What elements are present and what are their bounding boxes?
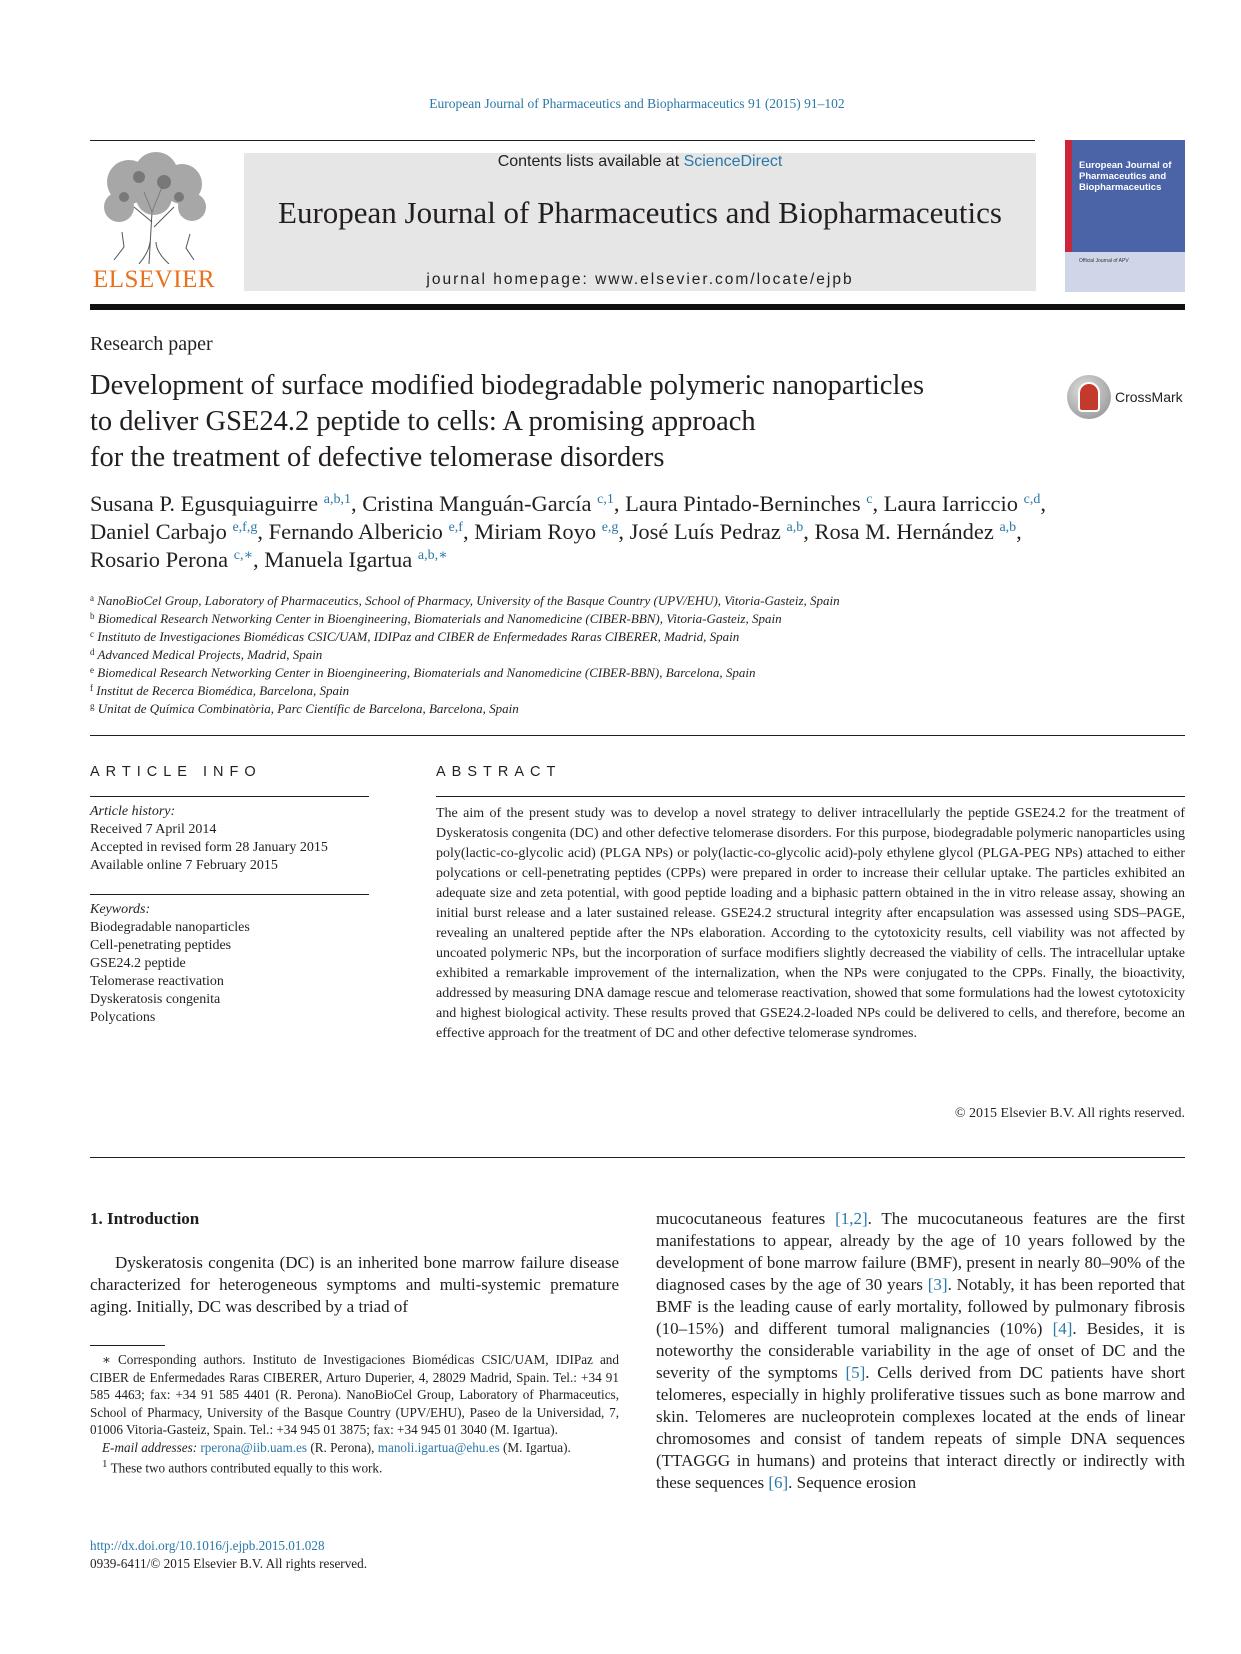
email-footnote: [90, 1439, 619, 1457]
title-line: to deliver GSE24.2 peptide to cells: A promising approach: [90, 406, 756, 437]
author-affil-link[interactable]: a,b,∗: [417, 548, 448, 563]
keyword-list: [90, 901, 250, 1027]
issn-line: 0939-6411/© 2015 Elsevier B.V. All rights reserved.: [90, 1556, 368, 1571]
email-label: E-mail addresses:: [102, 1439, 198, 1455]
keyword: Cell-penetrating peptides: [90, 938, 232, 953]
affiliation: $^d$ Advanced Medical Projects, Madrid, Spain: [90, 647, 323, 662]
author-affil-link[interactable]: a,b: [999, 520, 1017, 535]
doi-link[interactable]: http://dx.doi.org/10.1016/j.ejpb.2015.01.028: [90, 1538, 325, 1553]
abstract-heading: ABSTRACT: [436, 764, 562, 780]
history-label: Article history:: [90, 804, 176, 819]
keyword: Telomerase reactivation: [90, 974, 224, 989]
corresponding-footnote: ∗ Corresponding authors. Instituto de Investigaciones Biomédicas CSIC/UAM, IDIPaz and CIBER de Enfermedades Raras CIBERER, Arturo Duperier, 4, 28029 Madrid, Spain. Tel.: +34 91 585 4463; fax: +34 91 585 4401 (R. Perona). NanoBioCel Group, Laboratory of Pharmaceutics, School of Pharmacy, University of the Basque Country (UPV/EHU), Paseo de la Universidad, 7, 01006 Vitoria-Gasteiz, Spain. Tel.: +34 945 01 3875; fax: +34 945 01 3040 (M. Igartua).: [90, 1352, 619, 1437]
running-head[interactable]: European Journal of Pharmaceutics and Biopharmaceutics 91 (2015) 91–102: [429, 96, 845, 111]
author-affil-link[interactable]: c,1: [597, 492, 614, 507]
author-name: Daniel Carbajo: [90, 519, 227, 544]
article-info-heading: ARTICLE INFO: [90, 764, 262, 780]
body-paragraph: Dyskeratosis congenita (DC) is an inherited bone marrow failure disease characterized for heterogeneous symptoms and multi-systemic premature aging. Initially, DC was described by a triad of: [90, 1253, 619, 1316]
title-line: Development of surface modified biodegradable polymeric nanoparticles: [90, 370, 925, 401]
citation-link[interactable]: [1,2]: [835, 1209, 868, 1228]
history-item: Available online 7 February 2015: [90, 858, 278, 873]
author-list: Susana P. Egusquiaguirre $^{a,b,1}$, Cristina Manguán-García $^{c,1}$, Laura Pintado-Berninches $^c$, Laura Iarriccio $^{c,d}$, Daniel Carbajo $^{e,f,g}$, Fernando Albericio $^{e,f}$, Miriam Royo $^{e,g}$, José Luís Pedraz $^{a,b}$, Rosa M. Hernández $^{a,b}$, Rosario Perona $^{c,∗}$, Manuela Igartua $^{a,b,∗}$: [90, 491, 1046, 572]
article-history: [90, 803, 328, 875]
affiliation: $^f$ Institut de Recerca Biomédica, Barcelona, Spain: [90, 683, 350, 698]
paragraph-text: . Besides, it is noteworthy the considerable variability in the age of onset of DC and the severity of the symptoms: [656, 1319, 1185, 1382]
author-affil-link[interactable]: c,d: [1023, 492, 1041, 507]
affiliation: $^g$ Unitat de Química Combinatòria, Parc Científic de Barcelona, Barcelona, Spain: [90, 701, 519, 716]
keyword: Dyskeratosis congenita: [90, 992, 221, 1007]
footnotes: [90, 1351, 619, 1477]
contents-line: [244, 153, 1036, 171]
author-name: Rosa M. Hernández: [814, 519, 994, 544]
cover-footer-text: Official Journal of APV: [1079, 258, 1129, 264]
email-owner: (M. Igartua).: [499, 1439, 571, 1455]
citation-link[interactable]: [5]: [845, 1363, 866, 1382]
section-heading: 1. Introduction: [90, 1209, 200, 1228]
author-affil-link[interactable]: a,b,1: [323, 492, 351, 507]
history-item: Received 7 April 2014: [90, 822, 217, 837]
affiliation: $^c$ Instituto de Investigaciones Biomédicas CSIC/UAM, IDIPaz and CIBER de Enfermedades Raras CIBERER, Madrid, Spain: [90, 629, 740, 644]
keyword: GSE24.2 peptide: [90, 956, 186, 971]
journal-homepage[interactable]: journal homepage: www.elsevier.com/locate/ejpb: [426, 271, 854, 288]
author-affil-link[interactable]: c,∗: [233, 548, 253, 563]
affiliation: $^b$ Biomedical Research Networking Center in Bioengineering, Biomaterials and Nanomedicine (CIBER-BBN), Vitoria-Gasteiz, Spain: [90, 611, 782, 626]
author-affil-link[interactable]: e,f: [448, 520, 463, 535]
masthead-top-rule: [90, 140, 1035, 141]
title-line: for the treatment of defective telomerase disorders: [90, 442, 665, 473]
tree-icon: [94, 152, 214, 264]
paragraph-text: . Sequence erosion: [788, 1473, 917, 1492]
cover-title: European Journal of Pharmaceutics and Biopharmaceutics: [1079, 160, 1172, 193]
author-affil-link[interactable]: e,f,g: [232, 520, 258, 535]
article-type: Research paper: [90, 333, 213, 355]
footnote-rule: [90, 1345, 165, 1346]
author-affil-link[interactable]: a,b: [786, 520, 804, 535]
article-title: [90, 368, 1050, 476]
contents-prefix: Contents lists available at: [497, 153, 684, 170]
history-item: Accepted in revised form 28 January 2015: [90, 840, 328, 855]
email-owner: (R. Perona),: [307, 1439, 378, 1455]
crossmark-icon: [1067, 375, 1111, 419]
affiliation-list: [90, 592, 1190, 718]
author-name: Susana P. Egusquiaguirre: [90, 491, 319, 516]
footnote-marker: 1: [102, 1458, 108, 1470]
affiliation: $^a$ NanoBioCel Group, Laboratory of Pharmaceutics, School of Pharmacy, University of the Basque Country (UPV/EHU), Vitoria-Gasteiz, Spain: [90, 593, 840, 608]
citation-link[interactable]: [3]: [927, 1275, 948, 1294]
abstract-text: The aim of the present study was to develop a novel strategy to deliver intracellularly the peptide GSE24.2 for the treatment of Dyskeratosis congenita (DC) and other defective telomerase disorders. For this purpose, biodegradable polymeric nanoparticles using poly(lactic-co-glycolic acid) (PLGA NPs) or poly(lactic-co-glycolic acid)-poly ethylene glycol (PLGA-PEG NPs) attached to either polycations or cell-penetrating peptides (CPPs) were prepared in order to increase their cellular uptake. The particles exhibited an adequate size and zeta potential, with good peptide loading and a biphasic pattern obtained in the in vitro release assay, showing an initial burst release and a later sustained release. GSE24.2 structural integrity after encapsulation was assessed using SDS–PAGE, revealing an unaltered peptide after the NPs elaboration. According to the cytotoxicity results, cell viability was not affected by uncoated polymeric NPs, but the incorporation of surface modifiers slightly decreased the viability of cells. The intracellular uptake exhibited a remarkable improvement of the internalization, when the NPs were conjugated to the CPPs. Finally, the bioactivity, addressed by measuring DNA damage rescue and telomerase reactivation, showed that some formulations had the lowest cytotoxicity and highest biological activity. These results proved that GSE24.2-loaded NPs could be delivered to cells, and therefore, become an effective approach for the treatment of DC and other defective telomerase syndromes.: [436, 806, 1185, 1041]
author-name: Laura Pintado-Berninches: [625, 491, 861, 516]
author-name: Cristina Manguán-García: [362, 491, 592, 516]
paragraph-text: mucocutaneous features: [656, 1209, 836, 1228]
citation-link[interactable]: [6]: [768, 1473, 789, 1492]
body-paragraph: [656, 1208, 1185, 1494]
keyword: Biodegradable nanoparticles: [90, 920, 250, 935]
equal-contribution-footnote: [90, 1456, 619, 1477]
divider: [90, 796, 369, 797]
author-name: Miriam Royo: [474, 519, 597, 544]
paragraph-text: . Notably, it has been reported that BMF is the leading cause of early mortality, followed by pulmonary fibrosis (10–15%) and different tumoral malignancies (10%): [656, 1275, 1185, 1338]
publisher-wordmark: ELSEVIER: [92, 266, 216, 293]
author-name: Rosario Perona: [90, 547, 229, 572]
affiliation: $^e$ Biomedical Research Networking Center in Bioengineering, Biomaterials and Nanomedicine (CIBER-BBN), Barcelona, Spain: [90, 665, 756, 680]
footnote-text: These two authors contributed equally to this work.: [110, 1460, 383, 1476]
crossmark-badge[interactable]: [1067, 375, 1189, 421]
elsevier-logo: [90, 152, 218, 292]
crossmark-label: CrossMark: [1115, 389, 1183, 405]
divider: [90, 1157, 1185, 1158]
doi-block: [90, 1537, 367, 1573]
divider: [90, 735, 1185, 736]
journal-cover: [1065, 140, 1185, 292]
email-link[interactable]: rperona@iib.uam.es: [200, 1439, 308, 1455]
abstract-copyright: © 2015 Elsevier B.V. All rights reserved.: [954, 1106, 1185, 1121]
author-name: Laura Iarriccio: [883, 491, 1019, 516]
keyword: Polycations: [90, 1010, 156, 1025]
author-name: José Luís Pedraz: [629, 519, 781, 544]
cover-footer: [1065, 252, 1185, 292]
email-link[interactable]: manoli.igartua@ehu.es: [377, 1439, 500, 1455]
divider: [90, 894, 369, 895]
author-name: Manuela Igartua: [264, 547, 413, 572]
divider: [436, 796, 1185, 797]
journal-title: European Journal of Pharmaceutics and Biopharmaceutics: [278, 195, 1002, 230]
keywords-label: Keywords:: [90, 902, 151, 917]
author-name: Fernando Albericio: [268, 519, 443, 544]
masthead-bottom-rule: [90, 304, 1185, 310]
author-affil-link[interactable]: c: [866, 492, 873, 507]
author-affil-link[interactable]: e,g: [601, 520, 619, 535]
paragraph-text: . Cells derived from DC patients have short telomeres, especially in highly proliferative tissues such as bone marrow and skin. Telomeres are nucleoprotein complexes located at the ends of linear chromosomes and consist of tandem repeats of simple DNA sequences (TTAGGG in humans) and proteins that interact directly or indirectly with these sequences: [656, 1363, 1185, 1492]
paragraph-text: . The mucocutaneous features are the first manifestations to appear, already by the age of 10 years followed by the development of bone marrow failure (BMF), present in nearly 80–90% of the diagnosed cases by the age of 30 years: [656, 1209, 1185, 1294]
sciencedirect-link[interactable]: ScienceDirect: [683, 153, 783, 170]
citation-link[interactable]: [4]: [1052, 1319, 1073, 1338]
